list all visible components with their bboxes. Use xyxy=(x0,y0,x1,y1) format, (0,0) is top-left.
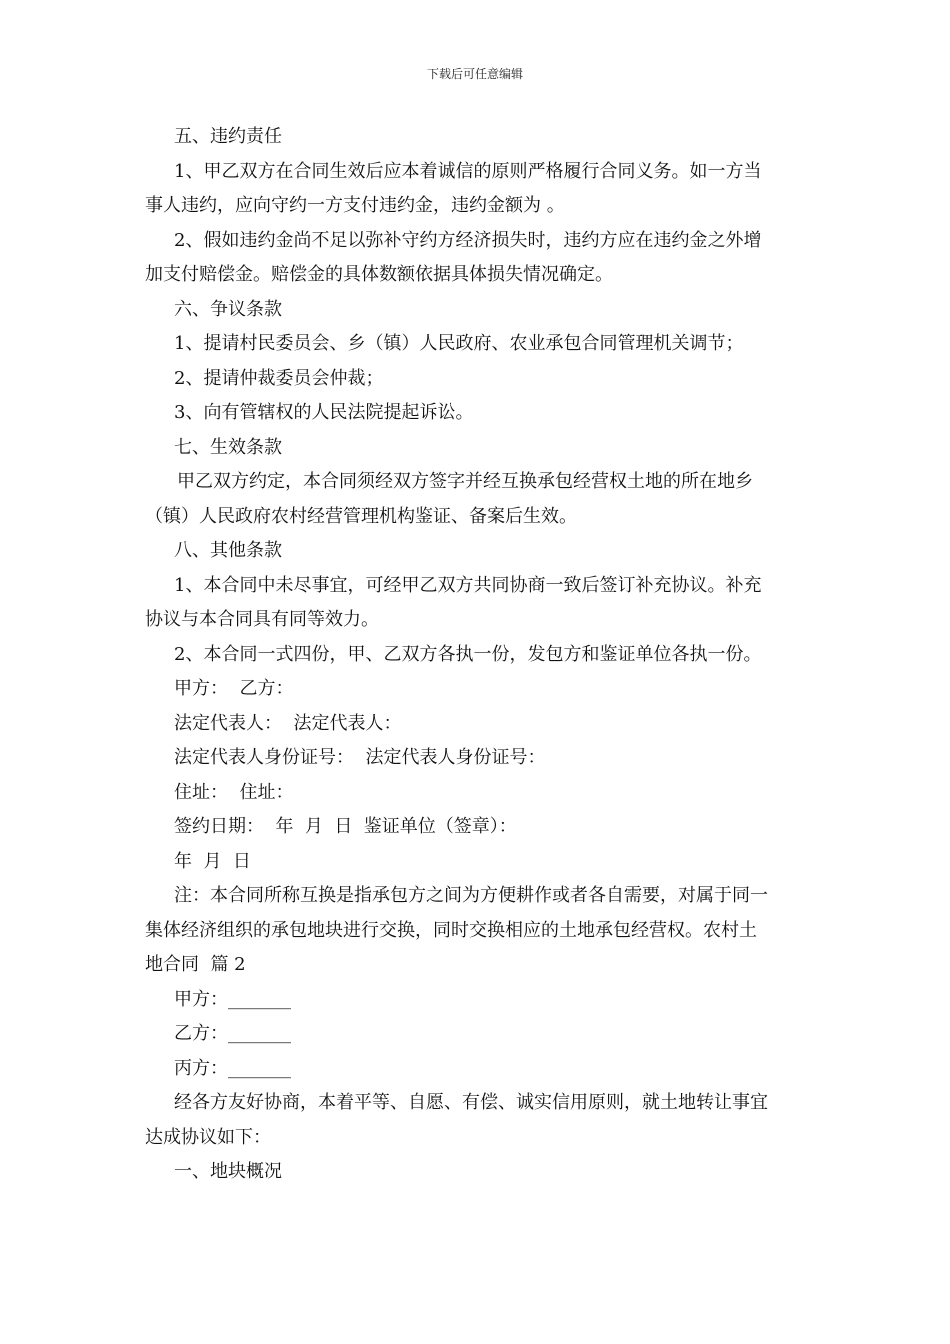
paragraph-line: 3、向有管辖权的人民法院提起诉讼。 xyxy=(174,402,474,423)
paragraph-line: 达成协议如下： xyxy=(145,1126,271,1148)
party-b-field: 乙方：_______ xyxy=(174,1023,291,1044)
section-heading-land-overview: 一、地块概况 xyxy=(174,1161,282,1182)
paragraph-line: 加支付赔偿金。赔偿金的具体数额依据具体损失情况确定。 xyxy=(145,264,613,285)
section-title-contract-2: 地合同 篇 2 xyxy=(145,954,246,975)
signature-field-address: 住址： 住址： xyxy=(174,781,294,803)
paragraph-line: 1、提请村民委员会、乡（镇）人民政府、农业承包合同管理机关调节； xyxy=(174,333,744,354)
signature-field-representative: 法定代表人： 法定代表人： xyxy=(174,712,402,734)
document-body xyxy=(145,120,807,1190)
note-line: 集体经济组织的承包地块进行交换，同时交换相应的土地承包经营权。农村土 xyxy=(145,919,757,941)
signature-field-date: 签约日期： 年 月 日 鉴证单位（签章）： xyxy=(174,816,517,837)
section-heading-breach: 五、违约责任 xyxy=(174,126,282,147)
section-heading-other: 八、其他条款 xyxy=(174,540,282,561)
paragraph-line: （镇）人民政府农村经营管理机构鉴证、备案后生效。 xyxy=(145,505,577,527)
note-line: 注：本合同所称互换是指承包方之间为方便耕作或者各自需要，对属于同一 xyxy=(174,885,768,906)
paragraph-line: 协议与本合同具有同等效力。 xyxy=(145,609,379,630)
paragraph-line: 2、本合同一式四份，甲、乙双方各执一份，发包方和鉴证单位各执一份。 xyxy=(174,643,762,665)
paragraph-line: 经各方友好协商，本着平等、自愿、有偿、诚实信用原则，就土地转让事宜 xyxy=(174,1092,768,1113)
paragraph-line: 1、本合同中未尽事宜，可经甲乙双方共同协商一致后签订补充协议。补充 xyxy=(174,574,762,596)
paragraph-line: 2、提请仲裁委员会仲裁； xyxy=(174,367,384,389)
paragraph-line: 甲乙双方约定，本合同须经双方签字并经互换承包经营权土地的所在地乡 xyxy=(177,471,753,492)
signature-field-date-2: 年 月 日 xyxy=(174,850,251,872)
signature-field-id: 法定代表人身份证号： 法定代表人身份证号： xyxy=(174,747,546,768)
paragraph-line: 事人违约，应向守约一方支付违约金，违约金额为 。 xyxy=(145,195,565,216)
page-header: 下载后可任意编辑 xyxy=(426,67,523,81)
party-a-field: 甲方：_______ xyxy=(174,988,291,1010)
section-heading-dispute: 六、争议条款 xyxy=(174,298,282,320)
paragraph-line: 1、甲乙双方在合同生效后应本着诚信的原则严格履行合同义务。如一方当 xyxy=(174,160,762,182)
paragraph-line: 2、假如违约金尚不足以弥补守约方经济损失时，违约方应在违约金之外增 xyxy=(174,229,762,251)
signature-field-party: 甲方： 乙方： xyxy=(174,678,294,699)
section-heading-effective: 七、生效条款 xyxy=(174,436,282,458)
party-c-field: 丙方：_______ xyxy=(174,1057,291,1079)
